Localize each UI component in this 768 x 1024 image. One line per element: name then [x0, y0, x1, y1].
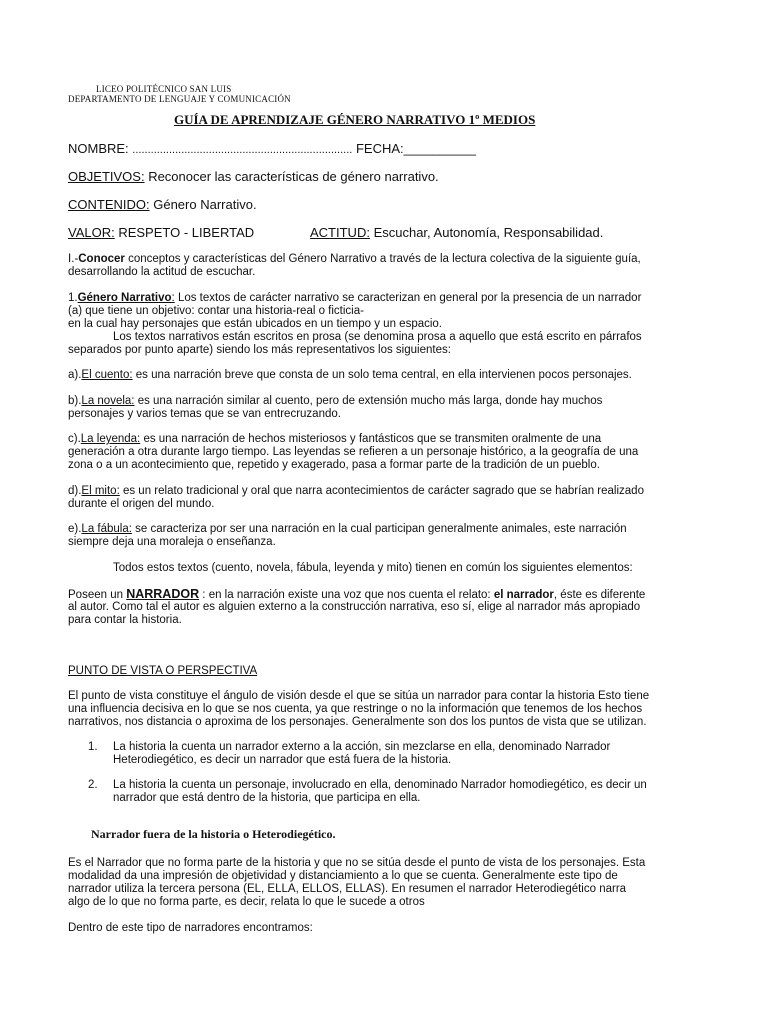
- leyenda-text: es una narración de hechos misteriosos y fantásticos que se transmiten oralmente de una: [140, 433, 602, 445]
- narrador-mid: : en la narración existe una voz que nos cuenta el relato:: [199, 589, 494, 601]
- mito-text: es un relato tradicional y oral que narra acontecimientos de carácter sagrado que se habrían realizado: [119, 485, 644, 497]
- actitud-label: ACTITUD:: [310, 225, 370, 240]
- genero-num: 1.: [68, 292, 78, 304]
- page-title: GUÍA DE APRENDIZAJE GÉNERO NARRATIVO 1º MEDIOS: [174, 112, 536, 127]
- genero-colon: :: [171, 292, 175, 304]
- leyenda-prefix: c).: [68, 433, 81, 445]
- genero-line-1: [68, 292, 708, 305]
- intro-prefix: I.-: [68, 253, 79, 265]
- mito-label: El mito:: [81, 485, 120, 497]
- fecha-label: FECHA:: [355, 141, 404, 156]
- genero-line-3: en la cual hay personajes que están ubicados en un tiempo y un espacio.: [68, 318, 443, 330]
- narrador-bold: NARRADOR: [126, 587, 200, 601]
- leyenda-label: La leyenda:: [80, 433, 141, 445]
- actitud-text: Escuchar, Autonomía, Responsabilidad.: [369, 225, 604, 240]
- school-name: LICEO POLITÉCNICO SAN LUIS: [96, 84, 232, 94]
- objetivos-line: [68, 169, 439, 184]
- cuento-prefix: a).: [68, 369, 82, 381]
- hetero-heading: Narrador fuera de la historia o Heterodiegético.: [91, 827, 336, 841]
- contenido-text: Género Narrativo.: [149, 197, 257, 212]
- comun-text: Todos estos textos (cuento, novela, fábula, leyenda y mito) tienen en común los siguientes elementos:: [113, 562, 633, 574]
- fabula-item: [68, 523, 708, 536]
- narrador-prefix: Poseen un: [68, 589, 127, 601]
- novela-text: es una narración similar al cuento, pero de extensión mucho más larga, donde hay muchos: [134, 395, 603, 407]
- punto-vista-line-1: El punto de vista constituye el ángulo de visión desde el que se sitúa un narrador para contar la historia Esto tiene: [68, 690, 650, 702]
- list-item-2-line-2: narrador que está dentro de la historia, que participa en ella.: [113, 792, 421, 804]
- genero-line-5: separados por punto aparte) siendo los más representativos los siguientes:: [68, 344, 451, 356]
- intro-text: conceptos y características del Género Narrativo a través de la lectura colectiva de la siguiente guía,: [124, 253, 641, 265]
- contenido-line: [68, 197, 257, 212]
- intro-line-1: [68, 253, 708, 266]
- narrador-end: , éste es diferente: [553, 589, 646, 601]
- fabula-line-2: siempre deja una moraleja o enseñanza.: [68, 536, 276, 548]
- novela-line-2: personajes y varios temas que se van entrecruzando.: [68, 408, 341, 420]
- cuento-item: [68, 369, 708, 382]
- narrador-line-3: para contar la historia.: [68, 614, 182, 626]
- list-item-1-line-1: La historia la cuenta un narrador externo a la acción, sin mezclarse en ella, denominado Narrador: [113, 741, 611, 753]
- leyenda-line-2: generación a otra durante largo tiempo. Las leyendas se refieren a un personaje histórico, a la geografía de una: [68, 446, 639, 458]
- punto-vista-line-2: una influencia decisiva en lo que se nos cuenta, ya que restringe o no la información que tenemos de los hechos: [68, 703, 643, 715]
- valor-label: VALOR:: [68, 225, 115, 240]
- genero-label: Género Narrativo: [77, 292, 172, 304]
- narrador-bold-2: el narrador: [493, 589, 554, 601]
- punto-vista-line-3: narrativos, nos distancia o aproxima de los personajes. Generalmente son dos los puntos de vista que se utilizan.: [68, 716, 647, 728]
- cuento-label: El cuento:: [81, 369, 133, 381]
- leyenda-line-3: zona o a un acontecimiento que, repetido y exagerado, pasa a formar parte de la tradición de un pueblo.: [68, 459, 600, 471]
- mito-line-2: durante el origen del mundo.: [68, 498, 215, 510]
- nombre-field: [68, 141, 476, 158]
- mito-prefix: d).: [68, 485, 82, 497]
- hetero-line-2: modalidad da una impresión de objetividad y distanciamiento a lo que se cuenta. Generalmente este tipo de: [68, 870, 618, 882]
- fabula-text: se caracteriza por ser una narración en la cual participan generalmente animales, este narración: [131, 523, 627, 535]
- novela-prefix: b).: [68, 395, 82, 407]
- novela-item: [68, 395, 708, 408]
- genero-text: Los textos de carácter narrativo se caracterizan en general por la presencia de un narrador: [174, 292, 642, 304]
- leyenda-item: [68, 433, 708, 446]
- genero-line-2: (a) que tiene un objetivo: contar una historia-real o ficticia-: [68, 305, 364, 317]
- novela-label: La novela:: [81, 395, 135, 407]
- objetivos-text: Reconocer las características de género narrativo.: [144, 169, 439, 184]
- department-name: DEPARTAMENTO DE LENGUAJE Y COMUNICACIÓN: [68, 94, 291, 104]
- punto-vista-heading: PUNTO DE VISTA O PERSPECTIVA: [68, 665, 258, 677]
- nombre-label: NOMBRE:: [68, 141, 129, 156]
- dentro-text: Dentro de este tipo de narradores encontramos:: [68, 922, 313, 934]
- intro-bold: Conocer: [78, 253, 125, 265]
- genero-line-4: Los textos narrativos están escritos en prosa (se denomina prosa a aquello que está escrito en párrafos: [113, 331, 642, 343]
- narrador-line-2: al autor. Como tal el autor es alguien externo a la construcción narrativa, eso sí, elige al narrador más apropiado: [68, 601, 641, 613]
- actitud-line: [310, 225, 603, 240]
- intro-line-2: desarrollando la actitud de escuchar.: [68, 266, 256, 278]
- objetivos-label: OBJETIVOS:: [68, 169, 145, 184]
- hetero-line-4: algo de lo que no forma parte, es decir, relata lo que le sucede a otros: [68, 896, 425, 908]
- contenido-label: CONTENIDO:: [68, 197, 150, 212]
- cuento-text: es una narración breve que consta de un solo tema central, en ella intervienen pocos personajes.: [132, 369, 632, 381]
- nombre-dots: ........................................................................: [132, 144, 353, 156]
- mito-item: [68, 485, 708, 498]
- valor-line: [68, 225, 254, 240]
- narrador-line-1: [68, 588, 708, 602]
- fabula-label: La fábula:: [81, 523, 132, 535]
- hetero-line-3: narrador utiliza la tercera persona (EL, ELLA, ELLOS, ELLAS). En resumen el narrador Heterodiegético narra: [68, 883, 627, 895]
- list-item-2-num: 2.: [88, 779, 98, 791]
- list-item-1-line-2: Heterodiegético, es decir un narrador que está fuera de la historia.: [113, 754, 452, 766]
- valor-text: RESPETO - LIBERTAD: [114, 225, 255, 240]
- list-item-2-line-1: La historia la cuenta un personaje, involucrado en ella, denominado Narrador homodiegético, es decir un: [113, 779, 647, 791]
- list-item-1-num: 1.: [88, 741, 98, 753]
- fabula-prefix: e).: [68, 523, 82, 535]
- fecha-blank: __________: [403, 141, 476, 156]
- hetero-line-1: Es el Narrador que no forma parte de la historia y que no se sitúa desde el punto de vista de los personajes. Esta: [68, 857, 646, 869]
